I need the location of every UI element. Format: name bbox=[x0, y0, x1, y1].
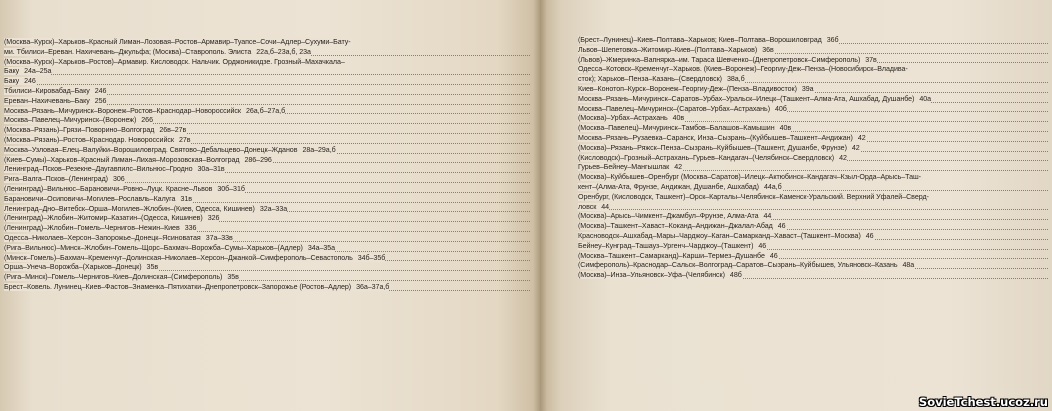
page-reference: 46 bbox=[767, 252, 778, 260]
route-entry bbox=[4, 156, 530, 166]
route-entry bbox=[578, 222, 1048, 232]
route-entry bbox=[578, 261, 1048, 271]
route-entry bbox=[578, 163, 1048, 173]
route-entry bbox=[4, 175, 530, 185]
route-text: Брест–Ковель. Лунинец–Киев–Фастов–Знаменка–Пятихатки–Днепропетровск–Запорожье (Ростов–Адлер) bbox=[4, 282, 352, 291]
route-text: Москва–Рязань–Мичуринск–Саратов–Урбах–Уральск–Илецк–(Ташкент–Алма-Ата, Ашхабад, Душанбе) bbox=[578, 94, 915, 103]
page-reference: 40в bbox=[777, 124, 792, 132]
route-entry bbox=[4, 273, 530, 283]
page-reference: 42 bbox=[836, 154, 847, 162]
route-entry bbox=[578, 134, 1048, 144]
route-text: (Симферополь)–Краснодар–Сальск–Волгоград–Саратов–Сызрань–Куйбышев, Ульяновск–Казань bbox=[578, 261, 898, 270]
route-entry bbox=[578, 65, 1048, 75]
route-entry bbox=[578, 252, 1048, 262]
route-entry bbox=[4, 67, 530, 77]
route-text: (Москва–Рязань)–Грязи–Поворино–Волгоград bbox=[4, 126, 155, 135]
route-entry bbox=[4, 234, 530, 244]
route-entry bbox=[578, 232, 1048, 242]
route-entry bbox=[4, 58, 530, 68]
route-text: (Москва–Ташкент–Самарканд)–Карши–Термез–Душанбе bbox=[578, 251, 765, 260]
page-reference: 42 bbox=[849, 144, 860, 152]
route-entry bbox=[4, 136, 530, 146]
page-reference: 246 bbox=[92, 87, 107, 95]
route-entry bbox=[578, 203, 1048, 213]
page-reference: 48а bbox=[900, 261, 915, 269]
route-text: Москва–Рязань–Рузаевка–Саранск, Инза–Сызрань–(Куйбышев–Ташкент–Андижан) bbox=[578, 133, 853, 142]
left-route-list bbox=[4, 38, 530, 293]
leader-dots bbox=[578, 209, 1048, 210]
page-reference: 46 bbox=[863, 232, 874, 240]
page-reference: 34а–35а bbox=[305, 244, 335, 252]
route-entry bbox=[578, 36, 1048, 46]
route-entry bbox=[578, 144, 1048, 154]
route-text: (Кисловодск)–Грозный–Астрахань–Гурьев–Кандагач–(Челябинск–Свердловск) bbox=[578, 153, 835, 162]
page-reference: 35в bbox=[144, 263, 159, 271]
route-entry bbox=[578, 183, 1048, 193]
route-text: Ленинград–Псков–Резекне–Даугавпилс–Вильнюс–Гродно bbox=[4, 165, 193, 174]
watermark-text: SovieTchest.ucoz.ru bbox=[918, 395, 1048, 409]
route-entry bbox=[4, 205, 530, 215]
route-text: Бейнеу–Кунград–Ташауз–Ургенч–Чарджоу–(Ташкент) bbox=[578, 241, 754, 250]
route-entry bbox=[578, 242, 1048, 252]
route-text: ловск bbox=[578, 202, 597, 211]
page-reference: 34б–35б bbox=[355, 254, 386, 262]
route-text: ми. Тбилиси–Ереван. Нахичевань–Джульфа; (Москва)–Ставрополь. Элиста bbox=[4, 47, 252, 56]
page-reference: 36в bbox=[759, 46, 774, 54]
route-text: (Москва)–Урбах–Астрахань bbox=[578, 114, 668, 123]
page-reference: 40в bbox=[670, 114, 685, 122]
route-entry bbox=[578, 85, 1048, 95]
leader-dots bbox=[4, 84, 530, 85]
page-reference: 306 bbox=[110, 175, 125, 183]
page-reference: 30б–31б bbox=[214, 185, 245, 193]
page-reference: 44 bbox=[598, 203, 609, 211]
route-text: Одесса–Николаев–Херсон–Запорожье–Донецк–Ясиноватая bbox=[4, 233, 201, 242]
route-entry bbox=[4, 244, 530, 254]
page-reference: 37а–33в bbox=[203, 234, 233, 242]
page-reference: 286–296 bbox=[241, 156, 271, 164]
right-route-list bbox=[578, 36, 1048, 281]
route-entry bbox=[578, 46, 1048, 56]
page-reference: 30а–31в bbox=[194, 165, 224, 173]
page-reference: 22а,б–23а,б, 23а bbox=[253, 48, 311, 56]
route-text: (Рига–Минск)–Гомель–Чернигов–Киев–Долинская–(Симферополь) bbox=[4, 273, 223, 282]
route-text: Москва–Узловая–Елец–Валуйки–Ворошиловград. Святово–Дебальцево–Донецк–Жданов bbox=[4, 145, 298, 154]
route-entry bbox=[578, 154, 1048, 164]
route-text: Ереван–Нахичевань–Баку bbox=[4, 96, 90, 105]
page-reference: 46 bbox=[775, 222, 786, 230]
route-entry bbox=[578, 56, 1048, 66]
page-reference: 37в bbox=[862, 56, 877, 64]
route-text: Барановичи–Осиповичи–Могилев–Рославль–Калуга bbox=[4, 194, 176, 203]
book-gutter bbox=[533, 0, 547, 411]
route-text: сток); Харьков–Пенза–Казань–(Свердловск) bbox=[578, 75, 722, 84]
route-text: Москва–Павелец–Мичуринск–(Саратов–Урбах–Астрахань) bbox=[578, 104, 771, 113]
page-reference: 32а–33а bbox=[257, 205, 287, 213]
right-page bbox=[540, 0, 1052, 411]
route-entry bbox=[4, 165, 530, 175]
route-entry bbox=[578, 271, 1048, 281]
page-reference: 42 bbox=[855, 134, 866, 142]
page-reference: 35в bbox=[224, 273, 239, 281]
route-text: (Ленинград)–Жлобин–Житомир–Казатин–(Одесса, Кишинев) bbox=[4, 214, 203, 223]
route-entry bbox=[4, 146, 530, 156]
route-text: Москва–Павелец–Мичуринск–(Воронеж) bbox=[4, 116, 137, 125]
route-entry bbox=[4, 185, 530, 195]
leader-dots bbox=[4, 74, 530, 75]
route-text: Львов–Шепетовка–Житомир–Киев–(Полтава–Харьков) bbox=[578, 45, 758, 54]
route-text: (Львов)–Жмеринка–Вапнярка–им. Тараса Шевченко–(Днепропетровск–Симферополь) bbox=[578, 55, 861, 64]
page-reference: 38а,б bbox=[724, 75, 745, 83]
route-text: Баку bbox=[4, 77, 20, 86]
route-text: (Ленинград)–Жлобин–Гомель–Чернигов–Нежин–Киев bbox=[4, 224, 180, 233]
page-reference: 36б bbox=[824, 36, 839, 44]
route-text: Гурьев–Бейнеу–Мангышлак bbox=[578, 163, 670, 172]
page-reference: 326 bbox=[205, 214, 220, 222]
route-text: кент–(Алма-Ата, Фрунзе, Андижан, Душанбе, Ашхабад) bbox=[578, 182, 759, 191]
route-text: (Рига–Вильнюс)–Минск–Жлобин–Гомель–Щорс–Бахмач–Ворожба–Сумы–Харьков–(Адлер) bbox=[4, 243, 303, 252]
route-entry bbox=[578, 212, 1048, 222]
page-reference: 48б bbox=[727, 271, 742, 279]
route-text: Рига–Валга–Псков–(Ленинград) bbox=[4, 175, 108, 184]
page-reference: 44а,б bbox=[761, 183, 782, 191]
route-text: Красноводск–Ашхабад–Мары–Чарджоу–Каган–Самарканд–Хаваст–(Ташкент–Москва) bbox=[578, 231, 861, 240]
route-entry bbox=[4, 214, 530, 224]
route-text: (Ленинград)–Вильнюс–Барановичи–Ровно–Луцк. Красне–Львов bbox=[4, 184, 213, 193]
page-reference: 24а–25а bbox=[21, 67, 51, 75]
route-entry bbox=[578, 193, 1048, 203]
route-text: (Москва)–Рязань–Ряжск–Пенза–Сызрань–Куйбышев–(Ташкент, Душанбе, Фрунзе) bbox=[578, 143, 847, 152]
route-text: (Москва–Рязань)–Ростов–Краснодар. Новороссийск bbox=[4, 135, 174, 144]
route-entry bbox=[4, 48, 530, 58]
route-text: (Москва–Курск)–Харьков–Красный Лиман–Лозовая–Ростов–Армавир–Туапсе–Сочи–Адлер–Сухуми–Бату- bbox=[4, 38, 351, 46]
page-reference: 44 bbox=[761, 212, 772, 220]
page-reference: 40а bbox=[916, 95, 931, 103]
route-entry bbox=[4, 97, 530, 107]
route-entry bbox=[4, 77, 530, 87]
route-text: (Москва)–Инза–Ульяновск–Уфа–(Челябинск) bbox=[578, 271, 725, 280]
page-reference: 26а,б–27а,б bbox=[243, 107, 285, 115]
page-reference: 27в bbox=[176, 136, 191, 144]
page-reference: 36а–37а,б bbox=[353, 283, 389, 291]
page-reference: 39а bbox=[799, 85, 814, 93]
route-text: (Москва–Павелец)–Мичуринск–Тамбов–Балашов–Камышин bbox=[578, 124, 775, 133]
page-reference: 42 bbox=[671, 163, 682, 171]
route-text: Тбилиси–Кировабад–Баку bbox=[4, 86, 90, 95]
route-text: Орша–Унеча–Ворожба–(Харьков–Донецк) bbox=[4, 263, 142, 272]
route-entry bbox=[4, 107, 530, 117]
route-entry bbox=[4, 195, 530, 205]
page-reference: 26в–27в bbox=[156, 126, 186, 134]
route-entry bbox=[4, 116, 530, 126]
route-entry bbox=[4, 87, 530, 97]
route-text: (Минск–Гомель)–Бахмач–Кременчуг–Долинская–Николаев–Херсон–Джанкой–Симферополь–Севастополь bbox=[4, 253, 353, 262]
route-text: (Москва)–Арысь–Чимкент–Джамбул–Фрунзе, Алма-Ата bbox=[578, 212, 759, 221]
route-entry bbox=[4, 38, 530, 48]
page-reference: 46 bbox=[755, 242, 766, 250]
route-text: (Москва–Курск)–Харьков–Ростов)–Армавир. Кисловодск. Нальчик. Орджоникидзе. Грозный–Махачкала– bbox=[4, 57, 345, 66]
page-reference: 256 bbox=[92, 97, 107, 105]
page-reference: 40б bbox=[772, 105, 787, 113]
route-entry bbox=[578, 114, 1048, 124]
page-reference: 266 bbox=[138, 116, 153, 124]
route-text: Ленинград–Дно–Витебск–Орша–Могилев–Жлобин–(Киев, Одесса, Кишинев) bbox=[4, 204, 255, 213]
route-text: (Москва)–Куйбышев–Оренбург (Москва–Саратов)–Илецк–Актюбинск–Кандагач–Кзыл-Орда–Арысь–Таш- bbox=[578, 173, 921, 182]
route-entry bbox=[4, 224, 530, 234]
route-entry bbox=[578, 75, 1048, 85]
route-text: Москва–Рязань–Мичуринск–Воронеж–Ростов–Краснодар–Новороссийск bbox=[4, 106, 241, 115]
route-entry bbox=[4, 283, 530, 293]
route-text: (Киев–Сумы)–Харьков–Красный Лиман–Лихая–Морозовская–Волгоград bbox=[4, 155, 240, 164]
route-entry bbox=[578, 105, 1048, 115]
page-reference: 336 bbox=[182, 224, 197, 232]
page-reference: 31в bbox=[177, 195, 192, 203]
page-reference: 246 bbox=[21, 77, 36, 85]
page-reference: 28а–29а,б bbox=[299, 146, 335, 154]
route-text: Оренбург, (Кисловодск, Ташкент)–Орск–Карталы–Челябинск–Каменск-Уральский. Верхний Уфалей–Сверд- bbox=[578, 192, 929, 201]
route-text: Баку bbox=[4, 67, 20, 76]
route-entry bbox=[578, 173, 1048, 183]
route-entry bbox=[578, 124, 1048, 134]
route-entry bbox=[4, 254, 530, 264]
route-text: Киев–Конотоп–Курск–Воронеж–Георгиу-Деж–(Пенза–Владивосток) bbox=[578, 84, 797, 93]
route-text: (Москва)–Ташкент–Хаваст–Коканд–Андижан–Джалал-Абад bbox=[578, 222, 773, 231]
route-entry bbox=[4, 126, 530, 136]
route-text: Одесса–Котовск–Кременчуг–Харьков. (Киев–Воронеж)–Георгиу-Деж–Пенза–(Новосибирск–Владива- bbox=[578, 65, 908, 74]
route-entry bbox=[4, 263, 530, 273]
route-entry bbox=[578, 95, 1048, 105]
route-text: (Брест–Лунинец)–Киев–Полтава–Харьков; Киев–Полтава–Ворошиловград bbox=[578, 36, 822, 44]
